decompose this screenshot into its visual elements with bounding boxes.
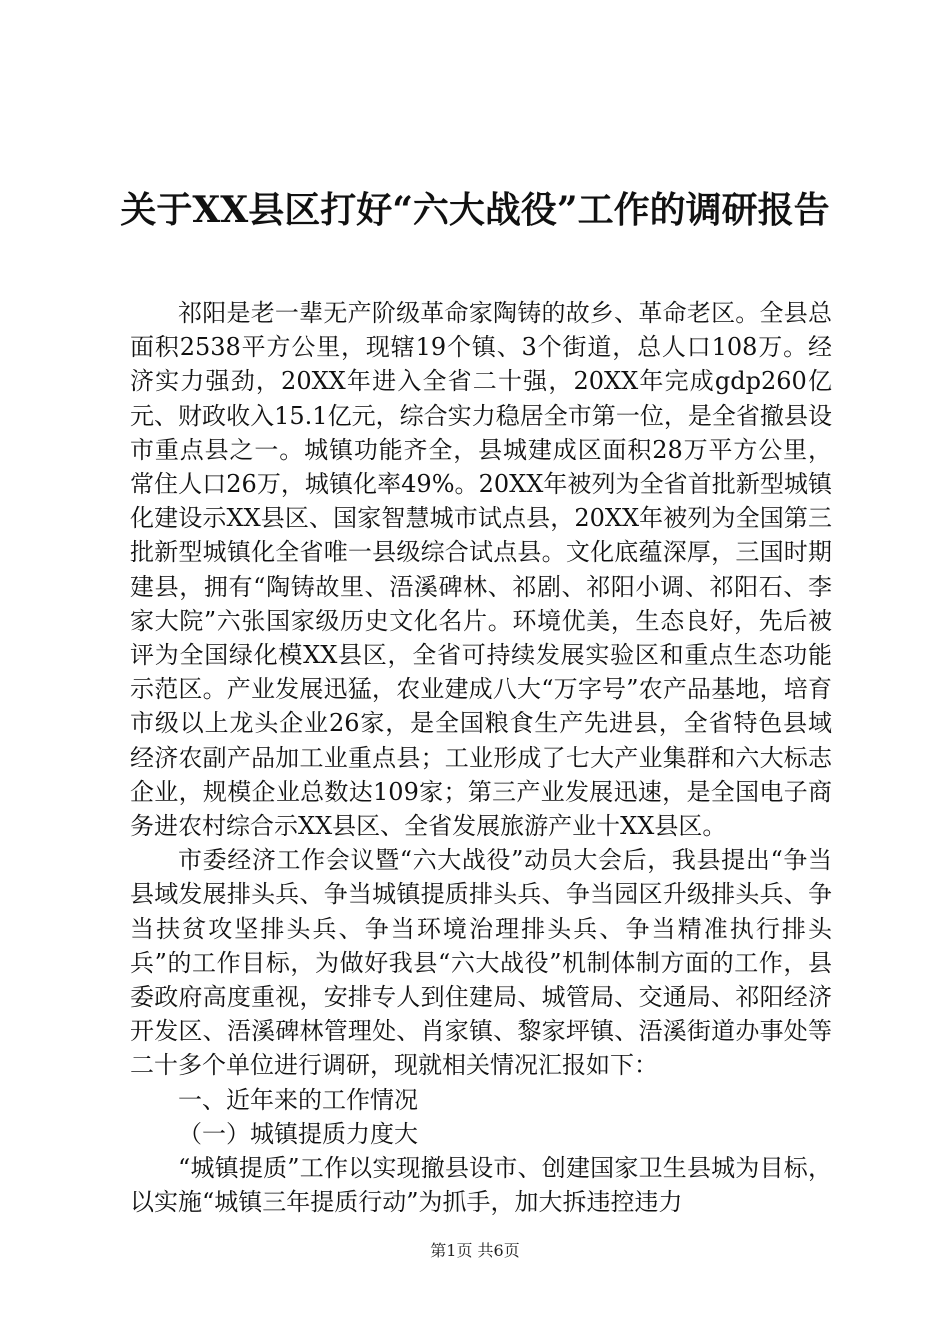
subsection-heading: （一）城镇提质力度大 <box>178 1119 418 1148</box>
section-heading: 一、近年来的工作情况 <box>178 1085 418 1114</box>
paragraph-urban-upgrade: “城镇提质”工作以实现撤县设市、创建国家卫生县城为目标，以实施“城镇三年提质行动”为抓手，加大拆违控违力 <box>130 1154 832 1217</box>
page-number: 第1页 共6页 <box>430 1241 520 1260</box>
paragraph-intro: 祁阳是老一辈无产阶级革命家陶铸的故乡、革命老区。全县总面积2538平方公里，现辖19个镇、3个街道，总人口108万。经济实力强劲，20XX年进入全省二十强，20XX年完成gdp260亿元、财政收入15.1亿元，综合实力稳居全市第一位，是全省撤县设市重点县之一。城镇功能齐全，县城建成区面积28万平方公里，常住人口26万，城镇化率49%。20XX年被列为全省首批新型城镇化建设示XX县区、国家智慧城市试点县，20XX年被列为全国第三批新型城镇化全省唯一县级综合试点县。文化底蕴深厚，三国时期建县，拥有“陶铸故里、浯溪碑林、祁剧、祁阳小调、祁阳石、李家大院”六张国家级历史文化名片。环境优美，生态良好，先后被评为全国绿化模XX县区，全省可持续发展实验区和重点生态功能示范区。产业发展迅猛，农业建成八大“万字号”农产品基地，培育市级以上龙头企业26家，是全国粮食生产先进县，全省特色县域经济农副产品加工业重点县；工业形成了七大产业集群和六大标志企业，规模企业总数达109家；第三产业发展迅速，是全国电子商务进农村综合示XX县区、全省发展旅游产业十XX县区。 <box>130 299 832 841</box>
document-body <box>130 296 832 1219</box>
document-title: 关于XX县区打好“六大战役”工作的调研报告 <box>120 189 830 231</box>
paragraph-background: 市委经济工作会议暨“六大战役”动员大会后，我县提出“争当县域发展排头兵、争当城镇提质排头兵、争当园区升级排头兵、争当扶贫攻坚排头兵、争当环境治理排头兵、争当精准执行排头兵”的工作目标，为做好我县“六大战役”机制体制方面的工作，县委政府高度重视，安排专人到住建局、城管局、交通局、祁阳经济开发区、浯溪碑林管理处、肖家镇、黎家坪镇、浯溪街道办事处等二十多个单位进行调研，现就相关情况汇报如下： <box>130 846 832 1080</box>
